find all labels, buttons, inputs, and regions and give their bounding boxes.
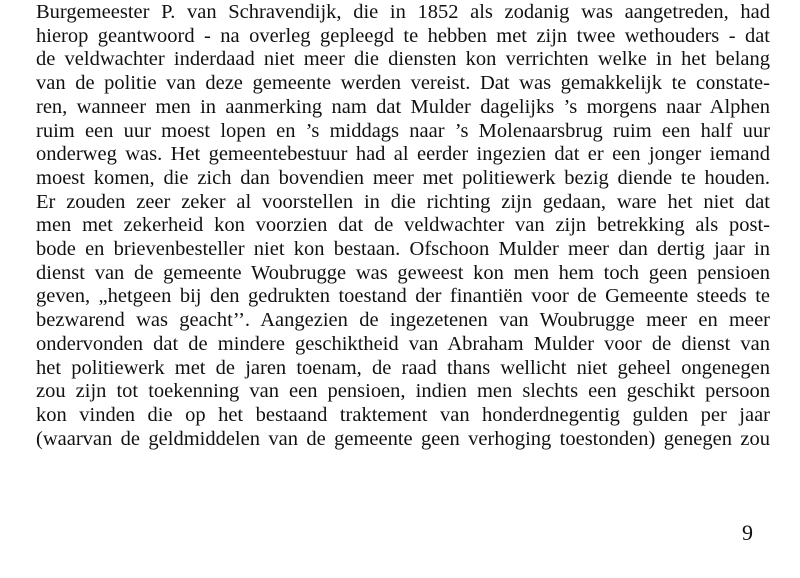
- text-line: Er zouden zeer zeker al voorstellen in die richting zijn gedaan, ware het niet dat: [36, 190, 770, 213]
- text-line: kon vinden die op het bestaand traktement van honderdnegentig gulden per jaar: [36, 403, 770, 426]
- body-text: [36, 1, 770, 451]
- text-line: Burgemeester P. van Schravendijk, die in 1852 als zodanig was aangetreden, had: [36, 1, 770, 23]
- text-line: geven, „hetgeen bij den gedrukten toestand der finantiën voor de Gemeente steeds te: [36, 285, 770, 308]
- text-line: dienst van de gemeente Woubrugge was geweest kon men hem toch geen pensioen: [36, 261, 770, 284]
- text-line: de veldwachter inderdaad niet meer die diensten kon verrichten welke in het belang: [36, 48, 770, 71]
- text-line: onderweg was. Het gemeentebestuur had al eerder ingezien dat er een jonger iemand: [36, 143, 770, 166]
- text-line: men met zekerheid kon voorzien dat de veldwachter van zijn betrekking als post-: [36, 214, 770, 237]
- text-line: hierop geantwoord - na overleg gepleegd te hebben met zijn twee wethouders - dat: [36, 24, 770, 47]
- text-line: ruim een uur moest lopen en ’s middags naar ’s Molenaarsbrug ruim een half uur: [36, 119, 770, 142]
- text-line: bode en brievenbesteller niet kon bestaan. Ofschoon Mulder meer dan dertig jaar in: [36, 238, 770, 261]
- text-line: ren, wanneer men in aanmerking nam dat Mulder dagelijks ’s morgens naar Alphen: [36, 95, 770, 118]
- text-line: moest komen, die zich dan bovendien meer met politiewerk bezig diende te houden.: [36, 166, 770, 189]
- text-line: van de politie van deze gemeente werden vereist. Dat was gemakkelijk te constate-: [36, 72, 770, 95]
- text-line: zou zijn tot toekenning van een pensioen, indien men slechts een geschikt persoon: [36, 380, 770, 403]
- page-number: 9: [742, 520, 753, 545]
- text-line: (waarvan de geldmiddelen van de gemeente geen verhoging toestonden) genegen zou: [36, 427, 770, 450]
- text-line: het politiewerk met de jaren toenam, de raad thans wellicht niet geheel ongenegen: [36, 356, 770, 379]
- text-line: bezwarend was geacht’’. Aangezien de ingezetenen van Woubrugge meer en meer: [36, 309, 770, 332]
- text-line: ondervonden dat de mindere geschiktheid van Abraham Mulder voor de dienst van: [36, 332, 770, 355]
